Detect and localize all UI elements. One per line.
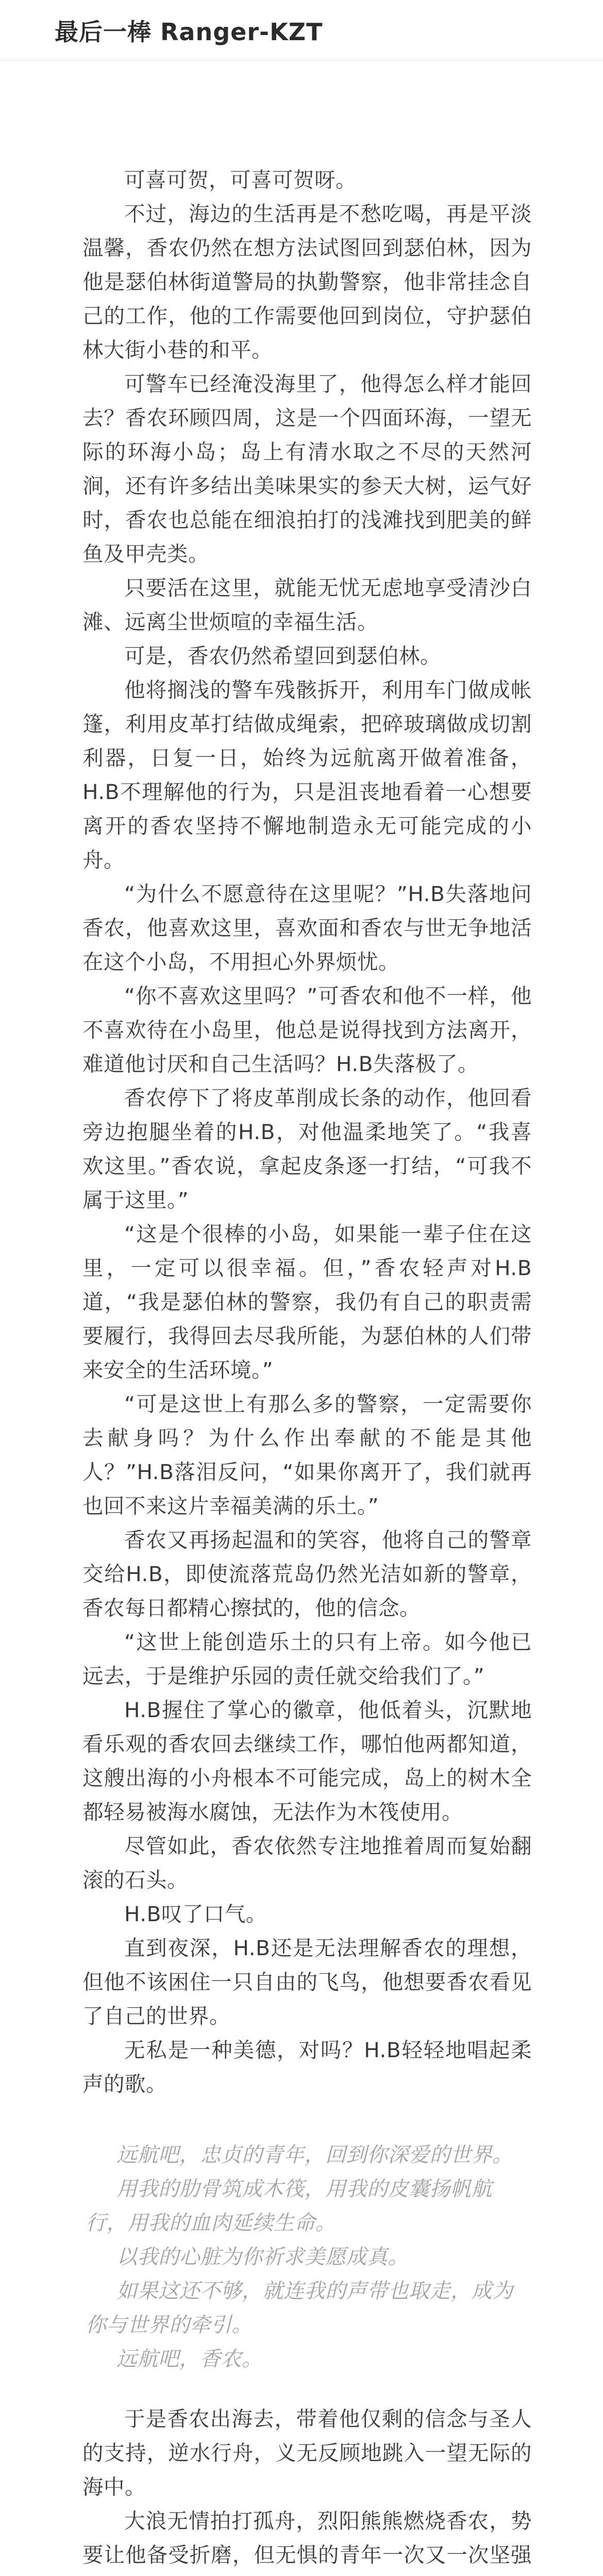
paragraph: 香农又再扬起温和的笑容，他将自己的警章交给H.B，即使流落荒岛仍然光洁如新的警章，香农每日都精心擦拭的，他的信念。 (82, 1528, 532, 1620)
story-section-1 (82, 163, 532, 2101)
paragraph: H.B叹了口气。 (124, 1902, 267, 1926)
paragraph: 可是，香农仍然希望回到瑟伯林。 (124, 643, 441, 668)
paragraph: H.B握住了掌心的徽章，他低着头，沉默地看乐观的香农回去继续工作，哪怕他两都知道，这艘出海的小舟根本不可能完成，岛上的树木全都轻易被海水腐蚀，无法作为木筏使用。 (82, 1698, 532, 1824)
paragraph: 直到夜深，H.B还是无法理解香农的理想，但他不该困住一只自由的飞鸟，他想要香农看见了自己的世界。 (82, 1936, 532, 2028)
story-section-2 (82, 2402, 532, 2576)
song-line: 如果这还不够，就连我的声带也取走，成为你与世界的牵引。 (86, 2279, 513, 2337)
paragraph: 可喜可贺，可喜可贺呀。 (124, 167, 357, 192)
header-bar (0, 0, 603, 61)
paragraph: 可警车已经淹没海里了，他得怎么样才能回去？香农环顾四周，这是一个四面环海，一望无际的环海小岛；岛上有清水取之不尽的天然河涧，还有许多结出美味果实的参天大树，运气好时，香农也总能在细浪拍打的浅滩找到肥美的鲜鱼及甲壳类。 (82, 371, 532, 566)
paragraph: 香农停下了将皮革削成长条的动作，他回看旁边抱腿坐着的H.B，对他温柔地笑了。“我喜欢这里。”香农说，拿起皮条逐一打结，“可我不属于这里。” (82, 1086, 532, 1212)
paragraph: 大浪无情拍打孤舟，烈阳熊熊燃烧香农，势要让他备受折磨，但无惧的青年一次又一次坚强 (82, 2509, 532, 2567)
paragraph: 只要活在这里，就能无忧无虑地享受清沙白滩、远离尘世烦喧的幸福生活。 (82, 575, 532, 634)
paragraph: “这是个很棒的小岛，如果能一辈子住在这里，一定可以很幸福。但，”香农轻声对H.B道，“我是瑟伯林的警察，我仍有自己的职责需要履行，我得回去尽我所能，为瑟伯林的人们带来安全的生活环境。” (82, 1222, 532, 1382)
page-title: 最后一棒 Ranger-KZT (55, 18, 323, 46)
paragraph: 他将搁浅的警车残骸拆开，利用车门做成帐篷，利用皮革打结做成绳索，把碎玻璃做成切割利器，日复一日，始终为远航离开做着准备，H.B不理解他的行为，只是沮丧地看着一心想要离开的香农坚持不懈地制造永无可能完成的小舟。 (82, 677, 532, 872)
song-line: 用我的肋骨筑成木筏，用我的皮囊扬帆航行，用我的血肉延续生命。 (86, 2177, 492, 2235)
paragraph: 无私是一种美德，对吗？H.B轻轻地唱起柔声的歌。 (82, 2038, 532, 2096)
paragraph: “这世上能创造乐土的只有上帝。如今他已远去，于是维护乐园的责任就交给我们了。” (82, 1630, 532, 1688)
paragraph: 尽管如此，香农依然专注地推着周而复始翻滚的石头。 (82, 1834, 532, 1892)
song-quote-block (82, 2138, 532, 2376)
paragraph: “为什么不愿意待在这里呢？”H.B失落地问香农，他喜欢这里，喜欢面和香农与世无争地活在这个小岛，不用担心外界烦忧。 (82, 882, 532, 974)
paragraph: 于是香农出海去，带着他仅剩的信念与圣人的支持，逆水行舟，义无反顾地跳入一望无际的海中。 (82, 2406, 532, 2499)
song-line: 远航吧，香农。 (116, 2347, 263, 2371)
song-line: 以我的心脏为你祈求美愿成真。 (116, 2245, 409, 2269)
paragraph: “你不喜欢这里吗？”可香农和他不一样，他不喜欢待在小岛里，他总是说得找到方法离开，难道他讨厌和自己生活吗？H.B失落极了。 (82, 984, 532, 1076)
paragraph: 不过，海边的生活再是不愁吃喝，再是平淡温馨，香农仍然在想方法试图回到瑟伯林，因为他是瑟伯林街道警局的执勤警察，他非常挂念自己的工作，他的工作需要他回到岗位，守护瑟伯林大街小巷的和平。 (82, 201, 532, 362)
paragraph: “可是这世上有那么多的警察，一定需要你去献身吗？为什么作出奉献的不能是其他人？”H.B落泪反问，“如果你离开了，我们就再也回不来这片幸福美满的乐土。” (82, 1392, 532, 1518)
article-body (82, 163, 532, 2576)
song-line: 远航吧，忠贞的青年，回到你深爱的世界。 (116, 2143, 513, 2167)
